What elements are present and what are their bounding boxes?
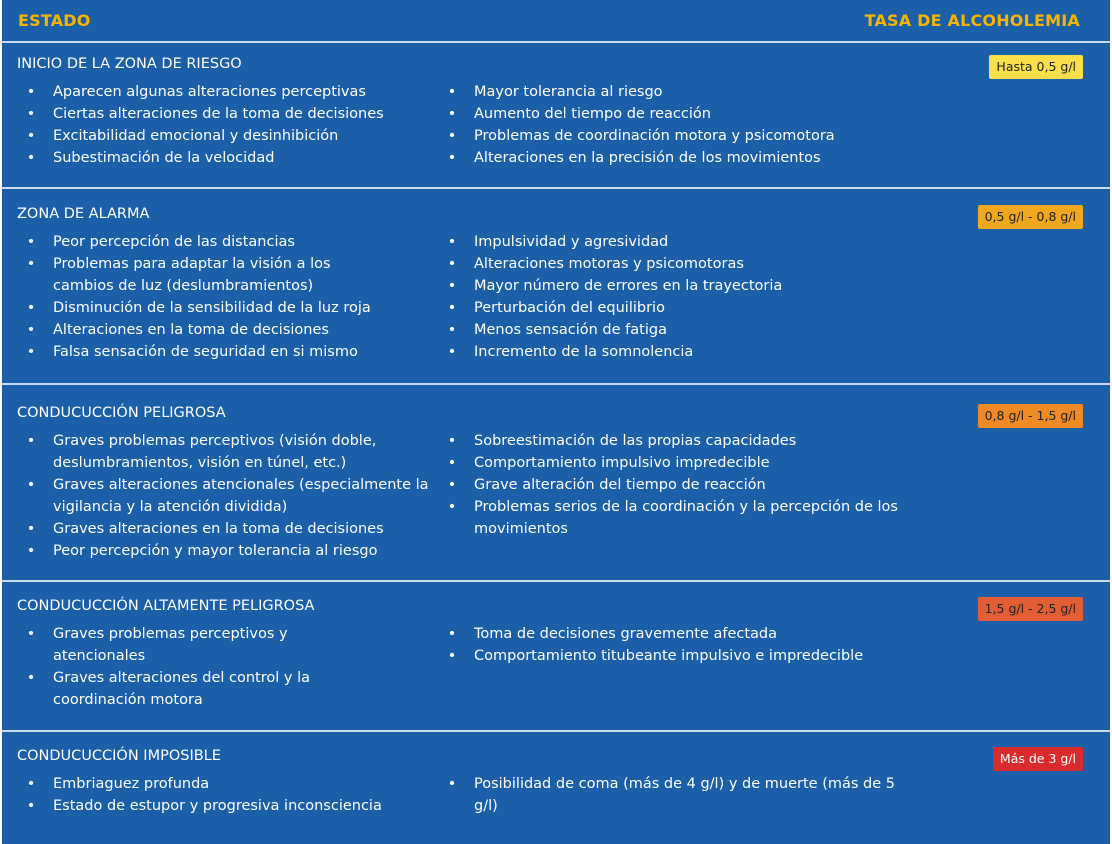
list-item-text: Grave alteración del tiempo de reacción <box>474 477 766 493</box>
bullet-icon: • <box>26 128 36 144</box>
list-item <box>26 231 356 253</box>
list-item <box>26 623 336 667</box>
bullet-icon: • <box>26 543 36 559</box>
symptom-list-left <box>26 773 436 817</box>
bullet-icon: • <box>26 626 36 642</box>
list-item <box>447 645 902 667</box>
list-item-text: Ciertas alteraciones de la toma de decisiones <box>53 106 384 122</box>
divider <box>2 730 1110 732</box>
list-item <box>26 795 436 817</box>
section-title: ZONA DE ALARMA <box>17 206 150 222</box>
list-item <box>26 297 463 319</box>
list-item <box>26 430 436 474</box>
section-title: INICIO DE LA ZONA DE RIESGO <box>17 56 242 72</box>
bullet-icon: • <box>26 776 36 792</box>
bullet-icon: • <box>447 234 457 250</box>
level-badge: 0,8 g/l - 1,5 g/l <box>978 404 1083 428</box>
list-item <box>26 81 436 103</box>
section-title: CONDUCUCCIÓN ALTAMENTE PELIGROSA <box>17 598 315 614</box>
list-item-text: Mayor número de errores en la trayectoria <box>474 278 783 294</box>
list-item-text: Alteraciones en la precisión de los movimientos <box>474 150 821 166</box>
list-item <box>26 319 463 341</box>
bullet-icon: • <box>26 798 36 814</box>
list-item-text: Graves problemas perceptivos (visión doble, deslumbramientos, visión en túnel, etc.) <box>53 433 377 471</box>
list-item <box>447 430 902 452</box>
list-item <box>447 297 902 319</box>
list-item <box>26 125 436 147</box>
list-item-text: Mayor tolerancia al riesgo <box>474 84 663 100</box>
list-item-text: Graves alteraciones del control y la coordinación motora <box>53 670 310 708</box>
bullet-icon: • <box>26 322 36 338</box>
divider <box>2 187 1110 189</box>
section-title: CONDUCUCCIÓN PELIGROSA <box>17 405 226 421</box>
bullet-icon: • <box>447 278 457 294</box>
list-item-text: Peor percepción y mayor tolerancia al riesgo <box>53 543 378 559</box>
divider <box>2 383 1110 385</box>
bullet-icon: • <box>26 344 36 360</box>
symptom-list-left <box>26 430 436 562</box>
section-conduccion-altamente-peligrosa <box>2 596 1110 728</box>
list-item-text: Comportamiento impulsivo impredecible <box>474 455 770 471</box>
symptom-list-left <box>26 231 371 363</box>
list-item <box>447 253 902 275</box>
level-badge: Más de 3 g/l <box>993 747 1083 771</box>
bullet-icon: • <box>447 128 457 144</box>
list-item <box>447 623 902 645</box>
list-item-text: Incremento de la somnolencia <box>474 344 694 360</box>
bullet-icon: • <box>26 521 36 537</box>
list-item <box>447 103 902 125</box>
list-item <box>26 103 436 125</box>
list-item-text: Perturbación del equilibrio <box>474 300 665 316</box>
list-item-text: Subestimación de la velocidad <box>53 150 275 166</box>
level-badge: 1,5 g/l - 2,5 g/l <box>978 597 1083 621</box>
list-item <box>447 231 902 253</box>
bullet-icon: • <box>447 84 457 100</box>
list-item-text: Falsa sensación de seguridad en si mismo <box>53 344 358 360</box>
bullet-icon: • <box>447 433 457 449</box>
list-item-text: Graves problemas perceptivos y atencionales <box>53 626 288 664</box>
list-item-text: Posibilidad de coma (más de 4 g/l) y de muerte (más de 5 g/l) <box>474 776 895 814</box>
level-badge: Hasta 0,5 g/l <box>989 55 1083 79</box>
bullet-icon: • <box>26 433 36 449</box>
header-tasa-alcoholemia: TASA DE ALCOHOLEMIA <box>864 11 1080 30</box>
list-item-text: Sobreestimación de las propias capacidades <box>474 433 797 449</box>
list-item-text: Impulsividad y agresividad <box>474 234 669 250</box>
section-title: CONDUCUCCIÓN IMPOSIBLE <box>17 748 221 764</box>
bullet-icon: • <box>26 477 36 493</box>
symptom-list-left <box>26 81 436 169</box>
list-item <box>447 81 902 103</box>
list-item <box>447 773 902 817</box>
divider <box>2 580 1110 582</box>
bullet-icon: • <box>447 322 457 338</box>
symptom-list-right <box>447 231 902 363</box>
list-item-text: Peor percepción de las distancias <box>53 234 295 250</box>
symptom-list-right <box>447 430 902 540</box>
list-item <box>26 773 436 795</box>
list-item-text: Graves alteraciones atencionales (especialmente la vigilancia y la atención dividida) <box>53 477 429 515</box>
list-item <box>447 496 902 540</box>
list-item <box>26 474 436 518</box>
section-zona-alarma <box>2 204 1110 382</box>
list-item-text: Toma de decisiones gravemente afectada <box>474 626 778 642</box>
bullet-icon: • <box>447 106 457 122</box>
symptom-list-right <box>447 81 902 169</box>
list-item-text: Embriaguez profunda <box>53 776 210 792</box>
bullet-icon: • <box>26 256 36 272</box>
alcohol-levels-table <box>2 0 1110 844</box>
bullet-icon: • <box>26 84 36 100</box>
list-item <box>447 275 902 297</box>
bullet-icon: • <box>26 106 36 122</box>
section-conduccion-peligrosa <box>2 403 1110 579</box>
list-item-text: Alteraciones en la toma de decisiones <box>53 322 329 338</box>
symptom-list-left <box>26 623 336 711</box>
list-item-text: Problemas para adaptar la visión a los cambios de luz (deslumbramientos) <box>53 256 331 294</box>
list-item <box>26 667 336 711</box>
bullet-icon: • <box>447 344 457 360</box>
level-badge: 0,5 g/l - 0,8 g/l <box>978 205 1083 229</box>
list-item <box>26 253 356 297</box>
bullet-icon: • <box>26 150 36 166</box>
bullet-icon: • <box>26 234 36 250</box>
bullet-icon: • <box>447 150 457 166</box>
list-item-text: Graves alteraciones en la toma de decisiones <box>53 521 384 537</box>
list-item <box>447 125 902 147</box>
list-item-text: Aumento del tiempo de reacción <box>474 106 711 122</box>
list-item-text: Aparecen algunas alteraciones perceptivas <box>53 84 366 100</box>
list-item-text: Alteraciones motoras y psicomotoras <box>474 256 744 272</box>
list-item-text: Comportamiento titubeante impulsivo e impredecible <box>474 648 864 664</box>
symptom-list-right <box>447 623 902 667</box>
list-item <box>26 518 436 540</box>
bullet-icon: • <box>26 300 36 316</box>
bullet-icon: • <box>26 670 36 686</box>
list-item-text: Problemas serios de la coordinación y la percepción de los movimientos <box>474 499 898 537</box>
divider <box>2 41 1110 43</box>
bullet-icon: • <box>447 776 457 792</box>
list-item <box>447 319 902 341</box>
list-item-text: Estado de estupor y progresiva inconsciencia <box>53 798 382 814</box>
bullet-icon: • <box>447 626 457 642</box>
list-item-text: Excitabilidad emocional y desinhibición <box>53 128 339 144</box>
symptom-list-right <box>447 773 902 817</box>
bullet-icon: • <box>447 455 457 471</box>
bullet-icon: • <box>447 499 457 515</box>
list-item <box>447 474 902 496</box>
header-estado: ESTADO <box>18 11 91 30</box>
list-item <box>26 540 436 562</box>
list-item-text: Disminución de la sensibilidad de la luz roja <box>53 300 371 316</box>
bullet-icon: • <box>447 256 457 272</box>
table-header <box>2 0 1110 41</box>
bullet-icon: • <box>447 648 457 664</box>
list-item <box>447 341 902 363</box>
section-inicio-zona-riesgo <box>2 54 1110 186</box>
bullet-icon: • <box>447 300 457 316</box>
list-item-text: Menos sensación de fatiga <box>474 322 667 338</box>
list-item <box>26 341 463 363</box>
list-item <box>26 147 436 169</box>
list-item <box>447 147 902 169</box>
section-conduccion-imposible <box>2 746 1110 844</box>
bullet-icon: • <box>447 477 457 493</box>
list-item <box>447 452 902 474</box>
list-item-text: Problemas de coordinación motora y psicomotora <box>474 128 835 144</box>
